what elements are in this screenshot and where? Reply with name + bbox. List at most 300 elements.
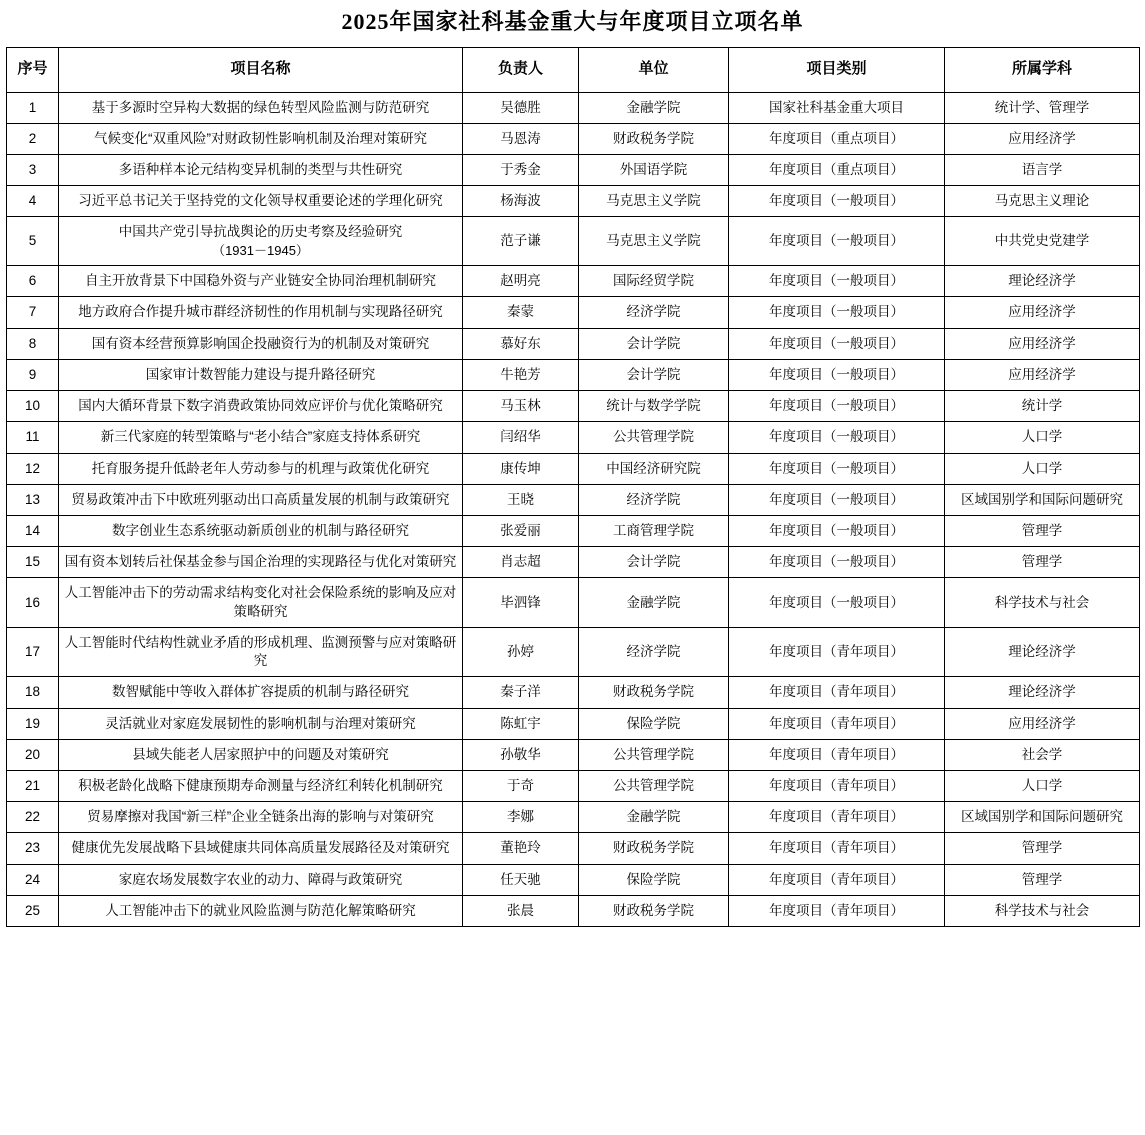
cell-project-name-text: 自主开放背景下中国稳外资与产业链安全协同治理机制研究 [85,273,436,289]
cell-leader-text: 于秀金 [500,162,541,178]
cell-leader-text: 李娜 [507,809,534,825]
cell-unit-text: 会计学院 [626,335,681,351]
cell-unit [579,391,729,422]
cell-discipline-text: 区域国别学和国际问题研究 [961,809,1123,825]
cell-unit [579,155,729,186]
cell-discipline [945,453,1140,484]
cell-index-text: 2 [28,130,37,146]
cell-index-text: 25 [24,902,41,918]
cell-index [7,802,59,833]
cell-discipline-text: 科学技术与社会 [994,902,1090,918]
table-row [7,453,1140,484]
cell-discipline-text: 理论经济学 [1008,643,1076,659]
cell-index-text: 14 [24,522,41,538]
cell-discipline-text: 应用经济学 [1008,715,1076,731]
table-row [7,359,1140,390]
cell-leader [463,92,579,123]
cell-discipline [945,578,1140,627]
cell-discipline [945,739,1140,770]
cell-type-text: 年度项目（一般项目） [769,273,904,289]
cell-index-text: 9 [28,366,37,382]
cell-unit-text: 经济学院 [626,643,681,659]
cell-type [729,864,945,895]
cell-type [729,92,945,123]
cell-type [729,359,945,390]
cell-unit-text: 马克思主义学院 [606,233,701,249]
cell-index [7,155,59,186]
cell-leader-text: 王晓 [507,491,534,507]
cell-index [7,578,59,627]
table-row [7,515,1140,546]
cell-type [729,833,945,864]
cell-discipline [945,864,1140,895]
cell-type [729,391,945,422]
cell-leader [463,802,579,833]
cell-unit [579,739,729,770]
cell-discipline-text: 统计学、管理学 [994,99,1090,115]
cell-index [7,359,59,390]
table-row [7,266,1140,297]
cell-leader-text: 任天驰 [500,871,541,887]
cell-project-name-text: 中国共产党引导抗战舆论的历史考察及经验研究 [118,224,403,240]
cell-discipline [945,770,1140,801]
cell-unit [579,217,729,266]
cell-index [7,484,59,515]
cell-index [7,708,59,739]
cell-leader-text: 张爱丽 [500,522,541,538]
table-row [7,864,1140,895]
cell-leader [463,547,579,578]
cell-unit-text: 金融学院 [626,809,681,825]
cell-leader-text: 董艳玲 [500,840,541,856]
cell-index [7,677,59,708]
cell-unit [579,677,729,708]
page-title: 2025年国家社科基金重大与年度项目立项名单 [341,9,804,34]
cell-type [729,708,945,739]
cell-index-text: 7 [28,304,37,320]
table-row [7,92,1140,123]
cell-leader [463,328,579,359]
cell-discipline [945,677,1140,708]
cell-leader [463,186,579,217]
cell-discipline [945,155,1140,186]
cell-type [729,453,945,484]
cell-leader-text: 肖志超 [500,554,541,570]
cell-discipline-text: 管理学 [1021,554,1063,570]
cell-unit-text: 财政税务学院 [613,902,694,918]
cell-project-name [59,297,463,328]
cell-unit-text: 统计与数学学院 [606,398,701,414]
cell-unit-text: 经济学院 [626,304,681,320]
cell-project-name-text: 人工智能冲击下的就业风险监测与防范化解策略研究 [105,902,416,918]
cell-discipline [945,297,1140,328]
cell-project-name-text: 多语种样本论元结构变异机制的类型与共性研究 [118,162,403,178]
cell-type [729,186,945,217]
cell-leader-text: 杨海波 [500,193,541,209]
cell-project-name [59,708,463,739]
cell-index [7,391,59,422]
table-row [7,328,1140,359]
cell-project-name [59,547,463,578]
cell-discipline-text: 科学技术与社会 [994,594,1090,610]
cell-leader [463,123,579,154]
column-header-project-name: 项目名称 [59,47,463,92]
cell-discipline-text: 社会学 [1021,746,1063,762]
cell-leader-text: 赵明亮 [500,273,541,289]
cell-unit-text: 财政税务学院 [613,130,694,146]
cell-unit [579,895,729,926]
cell-unit [579,484,729,515]
cell-type [729,802,945,833]
cell-project-name-text: 气候变化“双重风险”对财政韧性影响机制及治理对策研究 [94,130,427,146]
cell-leader-text: 牛艳芳 [500,366,541,382]
cell-unit [579,422,729,453]
cell-index [7,297,59,328]
cell-discipline-text: 管理学 [1021,522,1063,538]
cell-leader [463,578,579,627]
cell-type [729,895,945,926]
cell-type [729,328,945,359]
cell-discipline [945,484,1140,515]
cell-unit [579,123,729,154]
cell-discipline-text: 人口学 [1021,777,1063,793]
cell-type-text: 年度项目（一般项目） [769,460,904,476]
cell-index-text: 24 [24,871,41,887]
table-row [7,547,1140,578]
cell-unit [579,770,729,801]
cell-project-name [59,217,463,266]
cell-type [729,677,945,708]
cell-index-text: 13 [24,491,41,507]
cell-project-name [59,739,463,770]
cell-discipline [945,802,1140,833]
cell-type-text: 年度项目（一般项目） [769,304,904,320]
cell-project-name-text: 人工智能冲击下的劳动需求结构变化对社会保险系统的影响及应对策略研究 [64,585,457,619]
cell-type-text: 年度项目（青年项目） [769,840,904,856]
cell-leader-text: 陈虹宇 [500,715,541,731]
cell-index [7,123,59,154]
cell-type-text: 年度项目（青年项目） [769,871,904,887]
cell-discipline-text: 马克思主义理论 [994,193,1090,209]
cell-index-text: 1 [28,99,37,115]
cell-project-name-text: 国有资本划转后社保基金参与国企治理的实现路径与优化对策研究 [64,554,457,570]
cell-type-text: 年度项目（重点项目） [769,130,904,146]
cell-type [729,422,945,453]
cell-type-text: 年度项目（一般项目） [769,233,904,249]
cell-unit [579,578,729,627]
cell-unit-text: 国际经贸学院 [613,273,694,289]
cell-index-text: 19 [24,715,41,731]
cell-type [729,266,945,297]
cell-type [729,484,945,515]
table-row [7,895,1140,926]
cell-project-name [59,484,463,515]
cell-unit-text: 公共管理学院 [613,746,694,762]
cell-leader [463,297,579,328]
table-row [7,123,1140,154]
cell-project-name [59,864,463,895]
cell-project-name-text: 托育服务提升低龄老年人劳动参与的机理与政策优化研究 [91,460,430,476]
cell-leader [463,453,579,484]
cell-leader-text: 慕好东 [500,335,541,351]
table-header [7,47,1140,92]
table-row [7,677,1140,708]
cell-discipline-text: 应用经济学 [1008,304,1076,320]
cell-leader [463,359,579,390]
cell-project-name-text: 国内大循环背景下数字消费政策协同效应评价与优化策略研究 [78,398,443,414]
cell-leader-text: 秦蒙 [507,304,534,320]
cell-type [729,627,945,676]
cell-index-text: 16 [24,594,41,610]
column-header-unit: 单位 [579,47,729,92]
cell-project-name [59,895,463,926]
cell-index [7,770,59,801]
cell-leader-text: 吴德胜 [500,99,541,115]
cell-index [7,266,59,297]
cell-leader-text: 康传坤 [500,460,541,476]
cell-index-text: 6 [28,273,37,289]
cell-unit-text: 金融学院 [626,99,681,115]
cell-discipline [945,422,1140,453]
cell-project-name-text: 习近平总书记关于坚持党的文化领导权重要论述的学理化研究 [78,193,443,209]
cell-index [7,895,59,926]
cell-leader [463,739,579,770]
cell-leader [463,770,579,801]
cell-index [7,739,59,770]
cell-unit-text: 财政税务学院 [613,684,694,700]
cell-type-text: 年度项目（青年项目） [769,902,904,918]
cell-index-text: 12 [24,460,41,476]
cell-index [7,328,59,359]
cell-index [7,627,59,676]
table-row [7,770,1140,801]
cell-project-name [59,578,463,627]
cell-unit [579,802,729,833]
cell-index-text: 5 [28,233,37,249]
cell-unit [579,92,729,123]
cell-type-text: 国家社科基金重大项目 [769,99,904,115]
cell-unit-text: 中国经济研究院 [606,460,701,476]
cell-unit [579,547,729,578]
cell-unit [579,708,729,739]
cell-project-name-text: 新三代家庭的转型策略与“老小结合”家庭支持体系研究 [100,429,421,445]
cell-index [7,422,59,453]
cell-type-text: 年度项目（一般项目） [769,366,904,382]
table-row [7,391,1140,422]
cell-discipline-text: 中共党史党建学 [994,233,1090,249]
cell-project-name [59,266,463,297]
cell-leader-text: 范子谦 [500,233,541,249]
cell-unit [579,833,729,864]
cell-type-text: 年度项目（一般项目） [769,429,904,445]
cell-leader [463,217,579,266]
cell-unit-text: 工商管理学院 [613,522,694,538]
cell-unit [579,328,729,359]
cell-leader [463,515,579,546]
column-header-discipline: 所属学科 [945,47,1140,92]
cell-unit [579,266,729,297]
cell-leader [463,833,579,864]
cell-discipline [945,547,1140,578]
cell-type-text: 年度项目（青年项目） [769,684,904,700]
cell-type-text: 年度项目（青年项目） [769,715,904,731]
cell-leader [463,677,579,708]
cell-project-name-text: 健康优先发展战略下县域健康共同体高质量发展路径及对策研究 [71,840,450,856]
cell-discipline-text: 管理学 [1021,871,1063,887]
cell-unit [579,864,729,895]
cell-index-text: 3 [28,162,37,178]
cell-project-name-text: 国家审计数智能力建设与提升路径研究 [145,366,376,382]
cell-discipline-text: 人口学 [1021,429,1063,445]
cell-index-text: 20 [24,746,41,762]
cell-type-text: 年度项目（一般项目） [769,594,904,610]
cell-unit [579,186,729,217]
cell-type-text: 年度项目（一般项目） [769,554,904,570]
cell-leader [463,895,579,926]
cell-unit-text: 经济学院 [626,491,681,507]
cell-discipline [945,833,1140,864]
cell-unit [579,359,729,390]
cell-project-name [59,123,463,154]
cell-index-text: 18 [24,684,41,700]
cell-type [729,155,945,186]
table-row [7,422,1140,453]
cell-index-text: 21 [24,777,41,793]
column-header-index: 序号 [7,47,59,92]
cell-index [7,453,59,484]
cell-leader-text: 孙敬华 [500,746,541,762]
cell-project-name [59,770,463,801]
table-row [7,297,1140,328]
cell-leader-text: 秦子洋 [500,684,541,700]
cell-leader [463,266,579,297]
table-row [7,186,1140,217]
cell-leader-text: 毕泗锋 [500,594,541,610]
cell-discipline-text: 理论经济学 [1008,273,1076,289]
cell-type-text: 年度项目（一般项目） [769,335,904,351]
cell-project-name-text: 积极老龄化战略下健康预期寿命测量与经济红利转化机制研究 [78,777,443,793]
cell-index-text: 8 [28,335,37,351]
cell-project-name [59,155,463,186]
cell-index-text: 23 [24,840,41,856]
cell-project-name-text: 数智赋能中等收入群体扩容提质的机制与路径研究 [112,684,409,700]
cell-project-name [59,453,463,484]
cell-leader-text: 于奇 [507,777,534,793]
table-row [7,739,1140,770]
cell-index-text: 22 [24,809,41,825]
cell-unit [579,297,729,328]
cell-discipline-text: 区域国别学和国际问题研究 [961,491,1123,507]
table-row [7,484,1140,515]
table-row [7,217,1140,266]
cell-unit-text: 会计学院 [626,554,681,570]
cell-leader [463,708,579,739]
cell-unit-text: 马克思主义学院 [606,193,701,209]
cell-unit [579,627,729,676]
cell-project-name-text: 地方政府合作提升城市群经济韧性的作用机制与实现路径研究 [78,304,443,320]
cell-leader-text: 闫绍华 [500,429,541,445]
cell-project-name [59,359,463,390]
cell-leader-text: 马玉林 [500,398,541,414]
cell-discipline [945,123,1140,154]
cell-discipline-text: 语言学 [1021,162,1063,178]
cell-discipline-text: 应用经济学 [1008,366,1076,382]
cell-index [7,547,59,578]
cell-type [729,515,945,546]
cell-index [7,864,59,895]
cell-unit-text: 会计学院 [626,366,681,382]
cell-unit-text: 财政税务学院 [613,840,694,856]
table-row [7,578,1140,627]
cell-project-name-text: 灵活就业对家庭发展韧性的影响机制与治理对策研究 [105,715,416,731]
cell-type [729,739,945,770]
cell-project-name [59,677,463,708]
cell-project-name-text: 国有资本经营预算影响国企投融资行为的机制及对策研究 [91,335,430,351]
cell-discipline [945,359,1140,390]
cell-unit-text: 保险学院 [626,871,681,887]
cell-discipline [945,515,1140,546]
cell-discipline [945,217,1140,266]
cell-type-text: 年度项目（一般项目） [769,193,904,209]
cell-discipline-text: 统计学 [1021,398,1063,414]
cell-discipline [945,328,1140,359]
cell-project-name-text: 基于多源时空异构大数据的绿色转型风险监测与防范研究 [91,99,430,115]
cell-project-name [59,186,463,217]
cell-index-text: 10 [24,398,41,414]
cell-index [7,92,59,123]
cell-project-name [59,802,463,833]
cell-discipline [945,92,1140,123]
cell-discipline-text: 理论经济学 [1008,684,1076,700]
cell-project-name [59,422,463,453]
cell-unit-text: 公共管理学院 [613,429,694,445]
cell-unit [579,453,729,484]
cell-type-text: 年度项目（青年项目） [769,643,904,659]
cell-type [729,217,945,266]
cell-project-name-subtext: （1931－1945） [212,242,309,258]
cell-project-name-text: 家庭农场发展数字农业的动力、障碍与政策研究 [118,871,403,887]
cell-project-name [59,515,463,546]
column-header-leader: 负责人 [463,47,579,92]
cell-type [729,770,945,801]
table-header-row [7,47,1140,92]
table-row [7,802,1140,833]
cell-project-name-text: 县域失能老人居家照护中的问题及对策研究 [132,746,389,762]
cell-index-text: 11 [25,429,40,445]
cell-project-name [59,627,463,676]
cell-type [729,547,945,578]
cell-unit-text: 保险学院 [626,715,681,731]
cell-index [7,217,59,266]
cell-type-text: 年度项目（一般项目） [769,522,904,538]
cell-leader [463,155,579,186]
cell-project-name [59,92,463,123]
cell-leader [463,627,579,676]
cell-type [729,297,945,328]
cell-index [7,515,59,546]
cell-unit-text: 公共管理学院 [613,777,694,793]
cell-index-text: 17 [24,643,41,659]
table-row [7,833,1140,864]
cell-leader-text: 孙婷 [507,643,534,659]
cell-index [7,833,59,864]
cell-discipline-text: 应用经济学 [1008,335,1076,351]
cell-type-text: 年度项目（一般项目） [769,398,904,414]
cell-discipline [945,391,1140,422]
cell-project-name-text: 贸易政策冲击下中欧班列驱动出口高质量发展的机制与政策研究 [71,491,450,507]
cell-leader-text: 张晨 [507,902,534,918]
cell-discipline [945,266,1140,297]
